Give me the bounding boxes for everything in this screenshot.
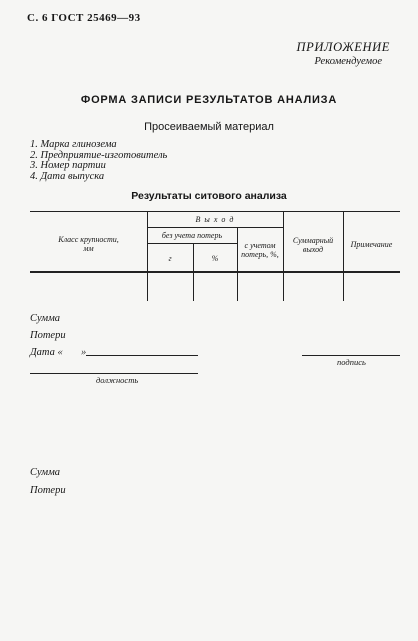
- signature-line: [302, 355, 400, 356]
- material-item: 3. Номер партии: [30, 160, 106, 171]
- col-note-header: Примечание: [350, 240, 393, 249]
- position-line: [30, 373, 198, 374]
- table-top-rule: [30, 211, 400, 212]
- col-g-header: г: [168, 254, 172, 263]
- page-header: С. 6 ГОСТ 25469—93: [27, 12, 141, 24]
- col-total-line: Суммарный: [292, 236, 334, 245]
- col-yield-header: В ы х о д: [195, 215, 235, 224]
- appendix-title: ПРИЛОЖЕНИЕ: [296, 40, 390, 54]
- material-item: 4. Дата выпуска: [30, 170, 105, 182]
- col-class-line: Класс крупности,: [58, 235, 119, 244]
- table-column-rule: [283, 211, 284, 301]
- col-with-loss-header: [237, 241, 283, 259]
- table-subheader-rule: [147, 227, 283, 228]
- sum-label: Сумма: [30, 313, 61, 324]
- sieve-heading: Результаты ситового анализа: [131, 190, 287, 202]
- table-header-rule: [30, 271, 400, 273]
- bottom-sum-label: Сумма: [30, 467, 61, 478]
- material-list: [30, 140, 167, 182]
- date-label: Дата «: [30, 347, 63, 358]
- losses-label: Потери: [30, 330, 66, 341]
- table-column-rule: [193, 243, 194, 301]
- position-caption: должность: [96, 375, 139, 385]
- col-total-header: [283, 236, 343, 254]
- table-subheader-rule: [147, 243, 237, 244]
- material-heading: Просеиваемый материал: [144, 121, 274, 133]
- date-close: »: [81, 347, 87, 358]
- form-title: ФОРМА ЗАПИСИ РЕЗУЛЬТАТОВ АНАЛИЗА: [80, 94, 338, 106]
- appendix-subtitle: Рекомендуемое: [314, 56, 382, 67]
- col-total-line: выход: [302, 245, 324, 254]
- col-with-loss-line: потерь, %,: [241, 250, 279, 259]
- table-column-rule: [343, 211, 344, 301]
- col-percent-header: %: [211, 254, 219, 263]
- col-without-loss-header: без учета потерь: [161, 231, 223, 240]
- col-class-line: мм: [83, 244, 94, 253]
- signature-caption: подпись: [337, 357, 366, 367]
- col-with-loss-line: с учетом: [244, 241, 276, 250]
- material-item: 2. Предприятие-изготовитель: [30, 149, 168, 161]
- table-column-rule: [237, 227, 238, 301]
- material-item: 1. Марка глинозема: [30, 139, 117, 150]
- bottom-losses-label: Потери: [30, 485, 66, 496]
- col-class-header: [30, 235, 147, 253]
- date-line: [86, 355, 198, 356]
